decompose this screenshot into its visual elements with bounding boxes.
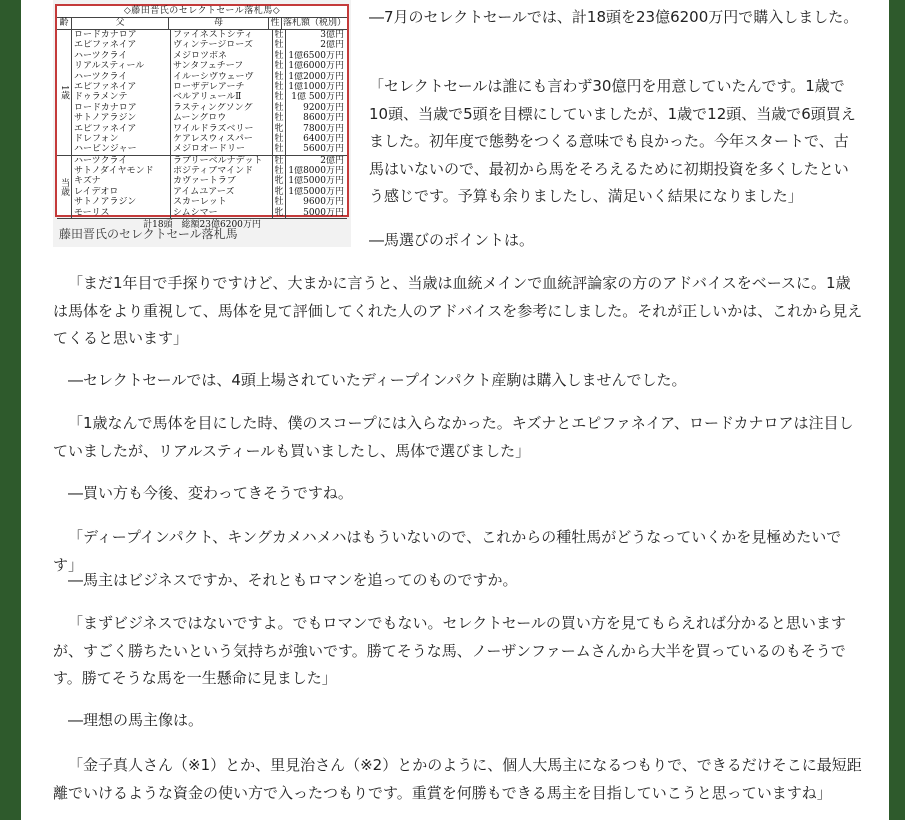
cell-sex: 牡 <box>273 197 286 207</box>
age-label: 当歳 <box>57 156 72 218</box>
cell-sire: ドゥラメンテ <box>72 92 171 102</box>
cell-price: 6400万円 <box>303 133 344 144</box>
cell-sex: 牡 <box>273 61 286 71</box>
table-row <box>72 166 347 176</box>
cell-dam: イルーシヴウェーヴ <box>171 72 273 82</box>
table-row <box>72 40 347 50</box>
cell-sire: リアルスティール <box>72 61 171 71</box>
header-price: 落札額（税別） <box>282 18 346 28</box>
cell-sex: 牡 <box>273 72 286 82</box>
cell-dam: ベルアリュールⅡ <box>171 92 273 102</box>
question-4: ―買い方も今後、変わってきそうですね。 <box>68 484 353 502</box>
cell-price: 1億5000万円 <box>288 176 344 187</box>
cell-sire: エピファネイア <box>72 124 171 134</box>
cell-sire: サトノダイヤモンド <box>72 166 171 176</box>
question-3: ―セレクトセールでは、4頭上場されていたディープインパクト産駒は購入しませんでした。 <box>68 371 687 389</box>
header-sire: 父 <box>72 18 169 29</box>
cell-price: 9200万円 <box>303 102 344 113</box>
cell-sire: キズナ <box>72 176 171 186</box>
cell-price: 1億6000万円 <box>288 61 344 72</box>
answer-5: 「まずビジネスではないですよ。でもロマンでもない。セレクトセールの買い方を見てもらえれば分かると思いますが、すごく勝ちたいという気持ちが強いです。勝てそうな馬、ノーザンファームさんから大半を買っているのもそうです。勝てそうな馬を一生懸命に見ました」 <box>53 614 846 687</box>
cell-price: 1億8000万円 <box>288 166 344 177</box>
table-row <box>72 187 347 197</box>
cell-sire: ドレフォン <box>72 134 171 144</box>
cell-dam: ケアレスウィスパー <box>171 134 273 144</box>
cell-price: 3億円 <box>320 30 344 40</box>
table-row <box>72 208 347 218</box>
cell-sire: ハーツクライ <box>72 72 171 82</box>
cell-sex: 牡 <box>273 156 286 166</box>
table-row <box>72 113 347 123</box>
table-row <box>72 30 347 40</box>
cell-price: 7800万円 <box>303 123 344 134</box>
question-6: ―理想の馬主像は。 <box>68 711 204 729</box>
cell-dam: ファイネストシティ <box>171 30 273 40</box>
question-2: ―馬選びのポイントは。 <box>369 231 535 249</box>
cell-sire: レイデオロ <box>72 187 171 197</box>
table-total: 計18頭 総額23億6200万円 <box>143 220 261 231</box>
table-body <box>57 30 347 219</box>
table-row <box>72 124 347 134</box>
purchase-table <box>55 4 349 231</box>
cell-sire: エピファネイア <box>72 82 171 92</box>
cell-dam: メジロツボネ <box>171 51 273 61</box>
cell-dam: ワイルドラズベリー <box>171 124 273 134</box>
cell-sex: 牡 <box>273 134 286 144</box>
header-dam: 母 <box>169 18 269 29</box>
cell-sire: サトノアラジン <box>72 113 171 123</box>
cell-price: 1億6500万円 <box>288 50 344 61</box>
cell-price: 8600万円 <box>303 113 344 124</box>
cell-sire: ハービンジャー <box>72 144 171 154</box>
cell-price: 5000万円 <box>303 207 344 218</box>
cell-sex: 牡 <box>273 40 286 50</box>
article-page <box>21 0 889 820</box>
table-row <box>72 92 347 102</box>
cell-sex: 牡 <box>273 103 286 113</box>
table-row <box>72 82 347 92</box>
cell-sex: 牝 <box>273 176 286 186</box>
table-row <box>72 72 347 82</box>
age-label: 1歳 <box>57 30 72 155</box>
cell-dam: サンタフェチーフ <box>171 61 273 71</box>
figure-select-sale <box>53 0 351 247</box>
cell-sire: ロードカナロア <box>72 103 171 113</box>
cell-sex: 牡 <box>273 113 286 123</box>
cell-dam: メジロオードリー <box>171 144 273 154</box>
cell-dam: ヴィンテージローズ <box>171 40 273 50</box>
table-header <box>57 18 347 30</box>
figure-caption: 藤田晋氏のセレクトセール落札馬 <box>59 227 238 241</box>
header-age: 齢 <box>57 18 72 29</box>
cell-sex: 牡 <box>273 51 286 61</box>
group-rows <box>72 30 347 155</box>
cell-dam: ラブリーベルナデット <box>171 156 273 166</box>
cell-sire: エピファネイア <box>72 40 171 50</box>
cell-sex: 牡 <box>273 144 286 154</box>
cell-dam: アイムユアーズ <box>171 187 273 197</box>
age-group <box>57 156 347 219</box>
question-1: ―7月のセレクトセールでは、計18頭を23億6200万円で購入しました。 <box>369 8 859 26</box>
cell-price: 2億円 <box>320 155 344 166</box>
table-row <box>72 103 347 113</box>
cell-sex: 牝 <box>273 124 286 134</box>
cell-price: 1億5000万円 <box>288 186 344 197</box>
cell-sire: ハーツクライ <box>72 156 171 166</box>
answer-6: 「金子真人さん（※1）とか、里見治さん（※2）とかのように、個人大馬主になるつもりで、できるだけそこに最短距離でいけるような資金の使い方で入ったつもりです。重賞を何勝もできる馬主を目指していこうと思っていますね」 <box>53 756 862 802</box>
cell-price: 2億円 <box>320 40 344 51</box>
cell-sire: ハーツクライ <box>72 51 171 61</box>
table-row <box>72 51 347 61</box>
cell-sex: 牡 <box>273 166 286 176</box>
cell-sire: ロードカナロア <box>72 30 171 40</box>
cell-dam: スカーレット <box>171 197 273 207</box>
cell-dam: ローザデレアーチ <box>171 82 273 92</box>
table-row <box>72 61 347 71</box>
table-row <box>72 156 347 166</box>
cell-dam: カヴァートラブ <box>171 176 273 186</box>
question-5: ―馬主はビジネスですか、それともロマンを追ってのものですか。 <box>68 571 518 589</box>
answer-2: 「まだ1年目で手探りですけど、大まかに言うと、当歳は血統メインで血統評論家の方のアドバイスをベースに。1歳は馬体をより重視して、馬体を見て評価してくれた人のアドバイスを参考にしました。それが正しいかは、これから見えてくると思います」 <box>53 274 863 347</box>
table-row <box>72 144 347 154</box>
cell-dam: ムーングロウ <box>171 113 273 123</box>
cell-sex: 牡 <box>273 30 286 40</box>
table-title: ◇藤田晋氏のセレクトセール落札馬◇ <box>57 6 347 18</box>
cell-dam: ラスティングソング <box>171 103 273 113</box>
table-row <box>72 134 347 144</box>
cell-sex: 牡 <box>273 82 286 92</box>
answer-3: 「1歳なんで馬体を目にした時、僕のスコープには入らなかった。キズナとエピファネイア、ロードカナロアは注目していましたが、リアルスティールも買いましたし、馬体で選びました」 <box>53 414 854 460</box>
answer-1: 「セレクトセールは誰にも言わず30億円を用意していたんです。1歳で10頭、当歳で5頭を目標にしていましたが、1歳で12頭、当歳で6頭買えました。初年度で態勢をつくる意味でも良かった。今年スタートで、古馬はいないので、最初から馬をそろえるために初期投資を多くしたという感じです。予算も余りましたし、満足いく結果になりました」 <box>369 77 856 205</box>
cell-price: 5600万円 <box>303 144 344 155</box>
cell-sire: モーリス <box>72 208 171 218</box>
cell-dam: ポジティブマインド <box>171 166 273 176</box>
age-group <box>57 30 347 156</box>
cell-price: 1億 500万円 <box>291 92 344 103</box>
cell-price: 1億1000万円 <box>288 81 344 92</box>
header-sex: 性 <box>269 18 282 29</box>
cell-sex: 牝 <box>273 187 286 197</box>
group-rows <box>72 156 347 218</box>
answer-4: 「ディープインパクト、キングカメハメハはもういないので、これからの種牡馬がどうなっていくかを見極めたいです」 <box>53 528 842 574</box>
cell-dam: シムシマー <box>171 208 273 218</box>
cell-sex: 牝 <box>273 208 286 218</box>
cell-price: 9600万円 <box>303 197 344 208</box>
cell-sire: サトノアラジン <box>72 197 171 207</box>
table-row <box>72 176 347 186</box>
table-row <box>72 197 347 207</box>
cell-sex: 牡 <box>273 92 286 102</box>
cell-price: 1億2000万円 <box>288 71 344 82</box>
